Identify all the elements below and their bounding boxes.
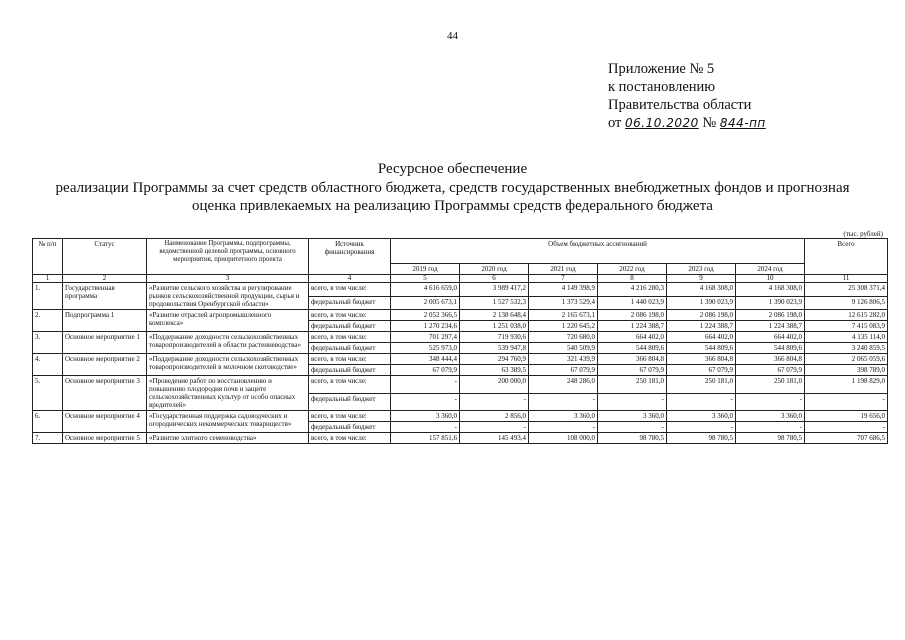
row-year-value: 4 216 280,3 [598, 283, 667, 297]
header-num: № п/п [33, 239, 63, 275]
row-status: Подпрограмма 1 [63, 310, 147, 332]
row-year-value: 366 804,8 [667, 354, 736, 365]
row-year-value: 2 086 198,0 [667, 310, 736, 321]
row-year-value: 720 680,0 [529, 332, 598, 343]
row-year-value: 2 138 648,4 [460, 310, 529, 321]
row-year-value: 4 616 659,0 [391, 283, 460, 297]
row-year-value: 2 052 366,5 [391, 310, 460, 321]
row-year-value: - [529, 393, 598, 411]
column-index-cell: 1 [33, 275, 63, 283]
row-year-value: 3 360,0 [667, 411, 736, 422]
column-index-cell: 9 [667, 275, 736, 283]
date-prefix: от [608, 115, 622, 131]
row-year-value: - [460, 422, 529, 433]
header-volume: Объем бюджетных ассигнований [391, 239, 805, 264]
row-total-value: 9 126 806,5 [805, 296, 888, 310]
table-row [33, 433, 888, 444]
row-source: всего, в том числе: [309, 376, 391, 394]
row-year-value: - [391, 376, 460, 394]
row-year-value: 366 804,8 [736, 354, 805, 365]
column-index-cell: 7 [529, 275, 598, 283]
handwritten-number: 844-пп [719, 116, 766, 130]
row-source: федеральный бюджет [309, 422, 391, 433]
row-year-value: 294 760,9 [460, 354, 529, 365]
row-year-value: 348 444,4 [391, 354, 460, 365]
row-year-value: 250 181,0 [598, 376, 667, 394]
row-total-value: 3 240 859,5 [805, 343, 888, 354]
row-year-value: - [736, 422, 805, 433]
appendix-line-2: к постановлению [608, 79, 716, 95]
row-source: всего, в том числе: [309, 283, 391, 297]
table-row [33, 283, 888, 297]
row-year-value: 544 809,6 [667, 343, 736, 354]
row-year-value: 1 224 388,7 [667, 321, 736, 332]
row-number: 3. [33, 332, 63, 354]
row-number: 7. [33, 433, 63, 444]
column-index-cell: 5 [391, 275, 460, 283]
row-year-value: 1 390 023,9 [736, 296, 805, 310]
row-total-value: 2 065 059,6 [805, 354, 888, 365]
row-status: Основное мероприятие 5 [63, 433, 147, 444]
row-year-value: 366 804,8 [598, 354, 667, 365]
row-year-value: 4 168 308,0 [667, 283, 736, 297]
table-row [33, 332, 888, 343]
header-year: 2021 год [529, 264, 598, 275]
row-number: 6. [33, 411, 63, 433]
row-year-value: 1 373 529,4 [529, 296, 598, 310]
appendix-line-3: Правительства области [608, 97, 752, 113]
row-total-value: 12 615 282,0 [805, 310, 888, 321]
row-year-value: 248 286,0 [529, 376, 598, 394]
header-name: Наименование Программы, подпрограммы, ведомственной целевой программы, основного мероприятия, приоритетного проекта [147, 239, 309, 275]
row-status: Основное мероприятие 2 [63, 354, 147, 376]
row-year-value: 67 079,9 [529, 365, 598, 376]
row-name: «Проведение работ по восстановлению и повышению плодородия почв и защите сельскохозяйственных культур от особо опасных вредителей» [147, 376, 309, 411]
row-total-value: 4 135 114,0 [805, 332, 888, 343]
row-status: Основное мероприятие 4 [63, 411, 147, 433]
header-total: Всего [805, 239, 888, 275]
column-index-cell: 6 [460, 275, 529, 283]
row-year-value: 321 439,9 [529, 354, 598, 365]
row-year-value: 200 000,0 [460, 376, 529, 394]
appendix-line-1: Приложение № 5 [608, 61, 715, 77]
title-line-2: реализации Программы за счет средств областного бюджета, средств государственных внебюджетных фондов и прогнозная [55, 179, 850, 196]
row-year-value: - [460, 393, 529, 411]
column-index-cell: 11 [805, 275, 888, 283]
row-source: федеральный бюджет [309, 365, 391, 376]
row-year-value: 544 809,6 [736, 343, 805, 354]
row-year-value: 3 989 417,2 [460, 283, 529, 297]
row-year-value: 63 389,5 [460, 365, 529, 376]
row-source: всего, в том числе: [309, 411, 391, 422]
row-year-value: 98 780,5 [736, 433, 805, 444]
header-status: Статус [63, 239, 147, 275]
row-year-value: 1 390 023,9 [667, 296, 736, 310]
column-index-cell: 2 [63, 275, 147, 283]
row-year-value: 2 005 673,1 [391, 296, 460, 310]
number-prefix: № [702, 115, 717, 131]
row-year-value: 4 149 398,9 [529, 283, 598, 297]
row-year-value: 98 780,5 [667, 433, 736, 444]
appendix-block [608, 60, 766, 132]
row-name: «Поддержание доходности сельскохозяйственных товаропроизводителей в области растениеводства» [147, 332, 309, 354]
row-number: 4. [33, 354, 63, 376]
row-year-value: - [598, 393, 667, 411]
header-year: 2022 год [598, 264, 667, 275]
row-source: федеральный бюджет [309, 296, 391, 310]
table-row [33, 354, 888, 365]
row-year-value: - [667, 393, 736, 411]
row-total-value: 7 415 083,9 [805, 321, 888, 332]
row-year-value: - [667, 422, 736, 433]
row-year-value: 1 251 038,0 [460, 321, 529, 332]
units-label: (тыс. рублей) [843, 230, 883, 238]
row-name: «Развитие сельского хозяйства и регулирование рынков сельскохозяйственной продукции, сырья и продовольствия Оренбургской области» [147, 283, 309, 310]
row-source: всего, в том числе: [309, 433, 391, 444]
handwritten-date: 06.10.2020 [625, 116, 699, 130]
row-year-value: - [391, 422, 460, 433]
row-year-value: 1 220 645,2 [529, 321, 598, 332]
row-source: всего, в том числе: [309, 310, 391, 321]
row-year-value: 2 086 198,0 [736, 310, 805, 321]
row-total-value: 25 308 371,4 [805, 283, 888, 297]
row-year-value: 664 402,0 [667, 332, 736, 343]
row-source: федеральный бюджет [309, 343, 391, 354]
table-row [33, 310, 888, 321]
row-year-value: 250 181,0 [736, 376, 805, 394]
row-year-value: 67 079,9 [667, 365, 736, 376]
row-year-value: 540 509,9 [529, 343, 598, 354]
row-total-value: 1 198 829,0 [805, 376, 888, 394]
header-year: 2023 год [667, 264, 736, 275]
row-year-value: 544 809,6 [598, 343, 667, 354]
row-year-value: 4 168 308,0 [736, 283, 805, 297]
row-year-value: 1 527 532,3 [460, 296, 529, 310]
row-year-value: 664 402,0 [736, 332, 805, 343]
header-source: Источник финансирования [309, 239, 391, 275]
row-year-value: 3 360,0 [391, 411, 460, 422]
row-year-value: 3 360,0 [598, 411, 667, 422]
row-name: «Развитие отраслей агропромышленного комплекса» [147, 310, 309, 332]
row-year-value: 664 402,0 [598, 332, 667, 343]
row-number: 5. [33, 376, 63, 411]
row-status: Основное мероприятие 3 [63, 376, 147, 411]
row-year-value: 1 224 388,7 [736, 321, 805, 332]
row-total-value: 707 686,5 [805, 433, 888, 444]
row-year-value: 1 440 023,9 [598, 296, 667, 310]
row-year-value: 157 851,6 [391, 433, 460, 444]
row-year-value: 145 493,4 [460, 433, 529, 444]
row-year-value: - [736, 393, 805, 411]
row-year-value: 1 224 388,7 [598, 321, 667, 332]
row-year-value: 250 181,0 [667, 376, 736, 394]
row-year-value: 1 270 234,6 [391, 321, 460, 332]
row-year-value: 98 780,5 [598, 433, 667, 444]
row-year-value: 2 165 673,1 [529, 310, 598, 321]
row-status: Государственная программа [63, 283, 147, 310]
row-year-value: 2 086 198,0 [598, 310, 667, 321]
row-year-value: 67 079,9 [391, 365, 460, 376]
row-year-value: 539 947,8 [460, 343, 529, 354]
appendix-date-line [608, 114, 766, 132]
row-year-value: 719 930,6 [460, 332, 529, 343]
row-year-value: 701 297,4 [391, 332, 460, 343]
row-source: федеральный бюджет [309, 321, 391, 332]
resource-table [32, 238, 888, 444]
row-year-value: - [598, 422, 667, 433]
row-name: «Развитие элитного семеноводства» [147, 433, 309, 444]
header-year: 2024 год [736, 264, 805, 275]
column-index-cell: 3 [147, 275, 309, 283]
row-total-value: - [805, 422, 888, 433]
row-total-value: 398 789,0 [805, 365, 888, 376]
row-name: «Поддержание доходности сельскохозяйственных товаропроизводителей в молочном скотоводстве» [147, 354, 309, 376]
table-row [33, 376, 888, 394]
row-year-value: 525 973,0 [391, 343, 460, 354]
row-number: 2. [33, 310, 63, 332]
column-index-cell: 10 [736, 275, 805, 283]
row-year-value: 108 000,0 [529, 433, 598, 444]
title-line-3: оценка привлекаемых на реализацию Программы средств федерального бюджета [192, 198, 713, 214]
row-total-value: 19 656,0 [805, 411, 888, 422]
row-status: Основное мероприятие 1 [63, 332, 147, 354]
row-year-value: - [391, 393, 460, 411]
column-index-cell: 4 [309, 275, 391, 283]
row-year-value: 2 856,0 [460, 411, 529, 422]
row-total-value: - [805, 393, 888, 411]
row-year-value: - [529, 422, 598, 433]
row-name: «Государственная поддержка садоводческих и огороднических некоммерческих товариществ» [147, 411, 309, 433]
document-title [0, 160, 905, 216]
row-source: всего, в том числе: [309, 332, 391, 343]
row-source: федеральный бюджет [309, 393, 391, 411]
table-row [33, 411, 888, 422]
row-year-value: 67 079,9 [736, 365, 805, 376]
title-line-1: Ресурсное обеспечение [377, 161, 528, 177]
row-year-value: 3 360,0 [529, 411, 598, 422]
row-year-value: 67 079,9 [598, 365, 667, 376]
row-number: 1. [33, 283, 63, 310]
row-year-value: 3 360,0 [736, 411, 805, 422]
header-year: 2020 год [460, 264, 529, 275]
row-source: всего, в том числе: [309, 354, 391, 365]
header-year: 2019 год [391, 264, 460, 275]
page-number: 44 [447, 30, 458, 42]
column-index-cell: 8 [598, 275, 667, 283]
